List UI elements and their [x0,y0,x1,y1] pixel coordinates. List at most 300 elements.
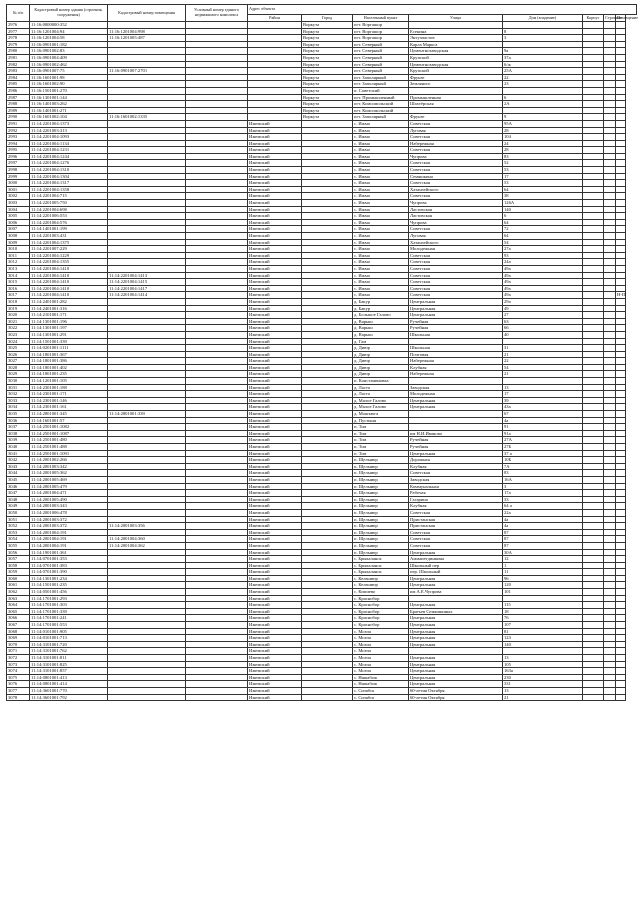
conditional-number-cell [186,312,248,319]
locality-cell: д. Бакур [353,305,409,312]
cadastral-building-cell: 11:14:1801001:235 [30,371,108,378]
house-cell: 83 [503,153,583,160]
cadastral-building-cell: 11:14:2001005:479 [30,483,108,490]
premises-cell [616,186,626,193]
conditional-number-cell [186,298,248,305]
cadastral-room-cell [108,582,186,589]
structure-cell [604,74,616,81]
city-cell [302,186,353,193]
cadastral-room-cell [108,681,186,688]
locality-cell: п. Щельяюр [353,490,409,497]
street-cell [409,87,503,94]
cadastral-room-cell [108,74,186,81]
cadastral-room-cell: 11:14:2001004:360 [108,536,186,543]
conditional-number-cell [186,668,248,675]
house-cell [503,338,583,345]
street-cell: Ручейная [409,318,503,325]
cadastral-room-cell: 11:14:2001004:362 [108,542,186,549]
structure-cell [604,107,616,114]
building-korpus-cell [583,615,604,622]
row-number-cell: 3006 [7,219,30,226]
building-korpus-cell [583,694,604,701]
row-number-cell: 3046 [7,483,30,490]
locality-cell: с. Ижма [353,219,409,226]
conditional-number-cell [186,107,248,114]
structure-cell [604,444,616,451]
cadastral-room-cell [108,87,186,94]
header-pomeshchenie: Помещение [617,14,638,20]
row-number-cell: 3062 [7,589,30,596]
cadastral-building-cell: 11:14:2501001:1091 [30,450,108,457]
header-address: Адрес объекта [248,5,637,15]
city-cell [302,476,353,483]
structure-cell [604,694,616,701]
conditional-number-cell [186,496,248,503]
house-cell: 22а [503,509,583,516]
conditional-number-cell [186,48,248,55]
district-cell: Ижемский [248,120,302,127]
city-cell [302,424,353,431]
district-cell: Ижемский [248,259,302,266]
city-cell [302,193,353,200]
cadastral-room-cell [108,358,186,365]
house-cell: 27А [503,437,583,444]
cadastral-room-cell [108,516,186,523]
structure-cell [604,239,616,246]
house-cell: 12 [503,556,583,563]
table-row [7,536,637,543]
building-korpus-cell [583,430,604,437]
house-cell: 81 [503,628,583,635]
row-number-cell: 3036 [7,417,30,424]
house-cell: 2А [503,101,583,108]
table-row [7,582,637,589]
row-number-cell: 3012 [7,259,30,266]
premises-cell [616,450,626,457]
premises-cell [616,239,626,246]
cadastral-room-cell [108,470,186,477]
cadastral-room-cell [108,556,186,563]
cadastral-room-cell: 11:16:1201004:998 [108,28,186,35]
locality-cell: с. Няшабож [353,674,409,681]
row-number-cell: 3069 [7,635,30,642]
city-cell [302,173,353,180]
building-korpus-cell [583,325,604,332]
district-cell: Ижемский [248,213,302,220]
street-cell: Цементнозаводская [409,48,503,55]
city-cell [302,226,353,233]
premises-cell [616,193,626,200]
table-row [7,298,637,305]
cadastral-room-cell [108,338,186,345]
cadastral-room-cell [108,147,186,154]
district-cell: Ижемский [248,516,302,523]
locality-cell: п. Щельяюр [353,483,409,490]
cadastral-room-cell [108,444,186,451]
district-cell: Ижемский [248,226,302,233]
row-number-cell: 3029 [7,371,30,378]
district-cell: Ижемский [248,371,302,378]
structure-cell [604,173,616,180]
row-number-cell: 3050 [7,509,30,516]
cadastral-room-cell [108,661,186,668]
premises-cell [616,28,626,35]
district-cell: Ижемский [248,635,302,642]
row-number-cell: 3024 [7,338,30,345]
district-cell [248,81,302,88]
premises-cell [616,424,626,431]
city-cell [302,279,353,286]
building-korpus-cell [583,549,604,556]
cadastral-building-cell: 11:14:1401001:199 [30,226,108,233]
cadastral-room-cell [108,325,186,332]
district-cell: Ижемский [248,325,302,332]
cadastral-room-cell [108,364,186,371]
cadastral-building-cell: 11:16:0000000:352 [30,22,108,29]
table-row [7,101,637,108]
building-korpus-cell [583,107,604,114]
row-number-cell: 3074 [7,668,30,675]
building-korpus-cell [583,285,604,292]
building-korpus-cell [583,233,604,240]
street-cell: Советская [409,252,503,259]
city-cell [302,615,353,622]
structure-cell [604,114,616,121]
street-cell: Советская [409,292,503,299]
house-cell [503,41,583,48]
street-cell: Советская [409,272,503,279]
building-korpus-cell [583,417,604,424]
city-cell [302,536,353,543]
locality-cell: с. Ижма [353,265,409,272]
cadastral-building-cell: 11:14:1201001:105 [30,378,108,385]
street-cell: Советская [409,259,503,266]
row-number-cell: 3061 [7,582,30,589]
building-korpus-cell [583,648,604,655]
street-cell: Набережная [409,358,503,365]
district-cell: Ижемский [248,140,302,147]
building-korpus-cell [583,114,604,121]
building-korpus-cell [583,147,604,154]
premises-cell [616,338,626,345]
premises-cell [616,556,626,563]
cadastral-building-cell: 11:14:2201003:431 [30,233,108,240]
conditional-number-cell [186,147,248,154]
structure-cell [604,490,616,497]
district-cell: Ижемский [248,378,302,385]
district-cell: Ижемский [248,397,302,404]
conditional-number-cell [186,556,248,563]
locality-cell: п. Щельяюр [353,529,409,536]
cadastral-building-cell: 11:14:2201003:313 [30,127,108,134]
district-cell: Ижемский [248,483,302,490]
table-row [7,331,637,338]
premises-cell [616,48,626,55]
row-number-cell: 3073 [7,661,30,668]
building-korpus-cell [583,371,604,378]
locality-cell: п. Том [353,437,409,444]
cadastral-building-cell: 11:14:2801001:345 [30,411,108,418]
row-number-cell: 3008 [7,233,30,240]
cadastral-room-cell [108,490,186,497]
conditional-number-cell [186,622,248,629]
house-cell: 163а [503,668,583,675]
locality-cell: с. Краснобор [353,608,409,615]
city-cell [302,496,353,503]
locality-cell: с. Ижма [353,127,409,134]
street-cell: Пристанская [409,523,503,530]
building-korpus-cell [583,490,604,497]
row-number-cell: 2995 [7,147,30,154]
locality-cell: п. Щельяюр [353,516,409,523]
cadastral-building-cell: 11:14:1701001:553 [30,622,108,629]
cadastral-room-cell [108,101,186,108]
locality-cell: п. Щельяюр [353,523,409,530]
locality-cell: пгт. Северный [353,68,409,75]
cadastral-building-cell: 11:16:0901002:83 [30,48,108,55]
building-korpus-cell [583,74,604,81]
conditional-number-cell [186,74,248,81]
house-cell: 120 [503,582,583,589]
row-number-cell: 2985 [7,81,30,88]
cadastral-room-cell [108,312,186,319]
premises-cell [616,378,626,385]
locality-cell: пгт. Воргашор [353,22,409,29]
structure-cell [604,87,616,94]
cadastral-building-cell: 11:14:2201004:1410 [30,285,108,292]
locality-cell: с. Кельчиюр [353,582,409,589]
district-cell: Ижемский [248,582,302,589]
conditional-number-cell [186,239,248,246]
district-cell: Ижемский [248,364,302,371]
structure-cell [604,28,616,35]
house-cell: 72 [503,226,583,233]
street-cell: Центральная [409,450,503,457]
locality-cell: с. Ижма [353,120,409,127]
street-cell: Шахтёрская [409,101,503,108]
table-row [7,411,637,418]
building-korpus-cell [583,509,604,516]
street-cell: Дорожная [409,457,503,464]
cadastral-building-cell: 11:16:1201004:94 [30,28,108,35]
district-cell: Ижемский [248,496,302,503]
locality-cell: д. Варыш [353,331,409,338]
table-row [7,153,637,160]
street-cell [409,378,503,385]
district-cell: Ижемский [248,536,302,543]
locality-cell: с. Ижма [353,180,409,187]
cadastral-building-cell: 11:16:1501001:270 [30,87,108,94]
house-cell: 63 [503,318,583,325]
cadastral-room-cell [108,54,186,61]
city-cell [302,661,353,668]
district-cell: Ижемский [248,265,302,272]
conditional-number-cell [186,589,248,596]
row-number-cell: 3025 [7,345,30,352]
structure-cell [604,378,616,385]
row-number-cell: 3037 [7,424,30,431]
table-row [7,173,637,180]
street-cell: пер. Школьный [409,569,503,576]
city-cell [302,239,353,246]
street-cell: им Н.И.Иванова [409,430,503,437]
house-cell: 64 а [503,503,583,510]
city-cell: Воркута [302,61,353,68]
structure-cell [604,54,616,61]
premises-cell [616,687,626,694]
house-cell: 3 [503,35,583,42]
conditional-number-cell [186,213,248,220]
table-row [7,61,637,68]
table-row [7,35,637,42]
conditional-number-cell [186,318,248,325]
city-cell [302,371,353,378]
cadastral-room-cell [108,265,186,272]
house-cell [503,648,583,655]
row-number-cell: 3075 [7,674,30,681]
street-cell: Клубная [409,503,503,510]
city-cell [302,694,353,701]
structure-cell [604,635,616,642]
street-cell: Центральная [409,661,503,668]
conditional-number-cell [186,81,248,88]
structure-cell [604,509,616,516]
conditional-number-cell [186,101,248,108]
house-cell: 87 [503,542,583,549]
building-korpus-cell [583,608,604,615]
locality-cell: д. Ласта [353,384,409,391]
building-korpus-cell [583,101,604,108]
premises-cell [616,94,626,101]
structure-cell [604,120,616,127]
row-number-cell: 3010 [7,246,30,253]
table-row [7,437,637,444]
district-cell: Ижемский [248,648,302,655]
house-cell: 37 а [503,450,583,457]
cadastral-building-cell: 11:14:0801001:413 [30,674,108,681]
conditional-number-cell [186,608,248,615]
city-cell [302,200,353,207]
cadastral-building-cell: 11:14:1901001:361 [30,549,108,556]
cadastral-room-cell [108,41,186,48]
district-cell: Ижемский [248,529,302,536]
row-number-cell: 3016 [7,285,30,292]
cadastral-room-cell [108,549,186,556]
street-cell [409,595,503,602]
cadastral-building-cell: 11:14:2001003:372 [30,523,108,530]
table-row [7,68,637,75]
city-cell: Воркута [302,74,353,81]
structure-cell [604,160,616,167]
structure-cell [604,193,616,200]
table-row [7,140,637,147]
conditional-number-cell [186,186,248,193]
table-row [7,200,637,207]
city-cell [302,345,353,352]
table-row [7,622,637,629]
district-cell: Ижемский [248,463,302,470]
cadastral-building-cell: 11:14:1801001:386 [30,358,108,365]
building-korpus-cell [583,259,604,266]
structure-cell [604,147,616,154]
locality-cell: с. Краснобор [353,602,409,609]
building-korpus-cell [583,173,604,180]
building-korpus-cell [583,582,604,589]
table-row [7,476,637,483]
locality-cell: с. Мохча [353,635,409,642]
building-korpus-cell [583,120,604,127]
conditional-number-cell [186,127,248,134]
house-cell: 17а [503,490,583,497]
street-cell: Чупрова [409,200,503,207]
premises-cell [616,582,626,589]
cadastral-room-cell: 11:16:1601002:1335 [108,114,186,121]
conditional-number-cell [186,54,248,61]
building-korpus-cell [583,542,604,549]
locality-cell: с. Ижма [353,252,409,259]
cadastral-building-cell: 11:14:2001002:266 [30,457,108,464]
cadastral-room-cell [108,48,186,55]
city-cell [302,147,353,154]
city-cell: Воркута [302,22,353,29]
house-cell: 4а [503,523,583,530]
table-row [7,602,637,609]
header-rayon: Район [248,15,302,22]
building-korpus-cell [583,641,604,648]
building-korpus-cell [583,345,604,352]
premises-cell [616,417,626,424]
street-cell: Центральная [409,602,503,609]
cadastral-building-cell: 11:14:2201004:1310 [30,167,108,174]
premises-cell [616,351,626,358]
locality-cell: с. Кельчиюр [353,575,409,582]
conditional-number-cell [186,661,248,668]
structure-cell [604,417,616,424]
city-cell [302,608,353,615]
conditional-number-cell [186,641,248,648]
cadastral-room-cell [108,259,186,266]
premises-cell [616,101,626,108]
district-cell: Ижемский [248,285,302,292]
building-korpus-cell [583,272,604,279]
structure-cell [604,424,616,431]
street-cell: Земляного [409,81,503,88]
city-cell [302,674,353,681]
structure-cell [604,94,616,101]
row-number-cell: 3027 [7,358,30,365]
city-cell [302,358,353,365]
cadastral-room-cell [108,193,186,200]
row-number-cell: 2999 [7,173,30,180]
house-cell: 27Б [503,444,583,451]
cadastral-room-cell [108,298,186,305]
table-row [7,575,637,582]
cadastral-building-cell: 11:14:1801001:367 [30,351,108,358]
locality-cell: с. Краснобор [353,615,409,622]
conditional-number-cell [186,180,248,187]
row-number-cell: 3003 [7,200,30,207]
locality-cell: д. Гам [353,338,409,345]
cadastral-building-cell: 11:14:2501001:480 [30,437,108,444]
premises-cell [616,668,626,675]
cadastral-building-cell: 11:14:2501001:1082 [30,424,108,431]
row-number-cell: 3014 [7,272,30,279]
conditional-number-cell [186,523,248,530]
district-cell: Ижемский [248,384,302,391]
row-number-cell: 3054 [7,536,30,543]
cadastral-building-cell: 11:14:2001003:342 [30,463,108,470]
table-row [7,54,637,61]
